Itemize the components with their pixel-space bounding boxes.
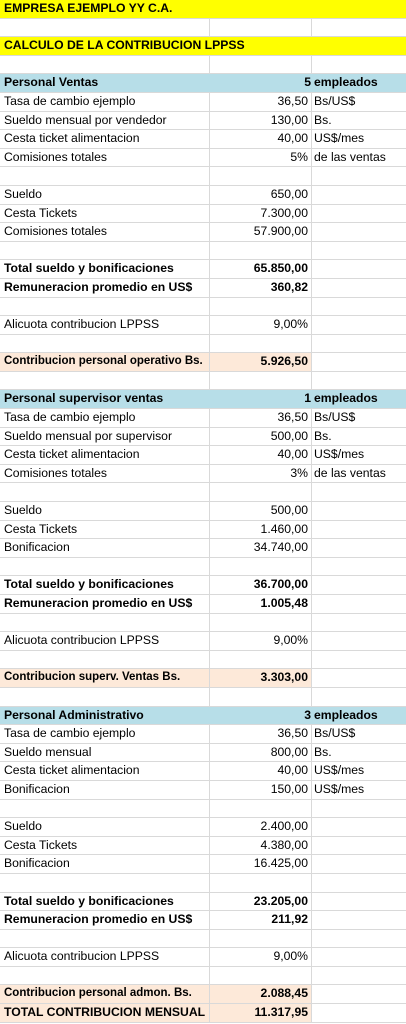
unit-cell[interactable]: Bs/US$ <box>314 93 356 108</box>
label-cell[interactable] <box>0 874 210 892</box>
value-cell[interactable]: 500,00 <box>210 428 312 446</box>
unit-cell[interactable]: de las ventas <box>314 149 386 164</box>
label-cell[interactable]: Tasa de cambio ejemplo <box>0 725 210 743</box>
label-cell[interactable]: Comisiones totales <box>0 465 210 483</box>
component-row <box>0 186 406 205</box>
label-cell[interactable] <box>0 56 210 74</box>
label-cell[interactable]: Total sueldo y bonificaciones <box>0 260 210 278</box>
unit-cell[interactable] <box>312 353 406 371</box>
unit-cell[interactable] <box>312 0 406 18</box>
unit-cell[interactable] <box>312 651 406 669</box>
unit-cell[interactable]: US$/mes <box>314 447 365 462</box>
value-cell[interactable]: 9,00% <box>210 316 312 334</box>
label-cell[interactable]: Cesta ticket alimentacion <box>0 130 210 148</box>
unit-cell[interactable] <box>312 260 406 278</box>
total-row <box>0 576 406 595</box>
contribution-row <box>0 985 406 1004</box>
label-cell[interactable] <box>0 930 210 948</box>
unit-cell[interactable] <box>312 818 406 836</box>
value-cell[interactable]: 5 <box>304 75 311 90</box>
unit-cell[interactable] <box>312 688 406 706</box>
value-cell[interactable]: 1.005,48 <box>210 595 312 613</box>
rate-row <box>0 632 406 651</box>
label-cell[interactable]: Alicuota contribucion LPPSS <box>0 632 210 650</box>
unit-cell[interactable]: de las ventas <box>314 465 386 480</box>
unit-cell[interactable]: US$/mes <box>314 131 365 146</box>
value-cell[interactable]: 3% <box>210 465 312 483</box>
value-cell[interactable] <box>210 558 312 576</box>
label-cell[interactable]: Personal Ventas <box>4 75 99 90</box>
value-cell[interactable] <box>210 242 312 260</box>
label-cell[interactable]: Personal supervisor ventas <box>4 391 164 406</box>
value-cell[interactable]: 5% <box>210 149 312 167</box>
value-cell[interactable]: 11.317,95 <box>210 1004 312 1022</box>
value-cell[interactable]: 23.205,00 <box>210 893 312 911</box>
input-row <box>0 93 406 112</box>
label-cell[interactable]: Sueldo mensual por vendedor <box>0 112 210 130</box>
total-row <box>0 260 406 279</box>
label-cell[interactable]: Sueldo <box>0 818 210 836</box>
value-cell[interactable] <box>210 298 312 316</box>
unit-cell[interactable]: US$/mes <box>314 763 365 778</box>
value-cell[interactable]: 40,00 <box>210 130 312 148</box>
blank-row <box>0 167 406 186</box>
value-cell[interactable]: 65.850,00 <box>210 260 312 278</box>
input-row <box>0 149 406 168</box>
label-cell[interactable]: Cesta Tickets <box>0 837 210 855</box>
label-cell[interactable] <box>0 372 210 390</box>
blank-row <box>0 483 406 502</box>
unit-cell[interactable] <box>312 19 406 37</box>
rate-row <box>0 948 406 967</box>
blank-row <box>0 56 406 75</box>
label-cell[interactable]: Sueldo <box>0 186 210 204</box>
label-cell[interactable]: Comisiones totales <box>0 149 210 167</box>
unit-cell[interactable]: Bs. <box>314 428 332 443</box>
unit-cell[interactable] <box>312 800 406 818</box>
label-cell[interactable]: Sueldo mensual <box>0 744 210 762</box>
unit-cell[interactable] <box>312 298 406 316</box>
unit-cell[interactable] <box>312 669 406 687</box>
unit-cell[interactable] <box>312 205 406 223</box>
label-cell[interactable]: Bonificacion <box>0 781 210 799</box>
value-cell[interactable]: 36,50 <box>210 409 312 427</box>
label-cell[interactable] <box>0 558 210 576</box>
unit-cell[interactable] <box>312 186 406 204</box>
component-row <box>0 521 406 540</box>
value-cell[interactable]: 2.400,00 <box>210 818 312 836</box>
value-cell[interactable]: 800,00 <box>210 744 312 762</box>
label-cell[interactable]: Cesta Tickets <box>0 521 210 539</box>
value-cell[interactable] <box>210 688 312 706</box>
component-row <box>0 855 406 874</box>
value-cell[interactable] <box>210 19 312 37</box>
grand-total-row <box>0 1004 406 1023</box>
label-cell[interactable]: Contribucion personal operativo Bs. <box>0 353 210 371</box>
input-row <box>0 446 406 465</box>
unit-cell[interactable] <box>312 335 406 353</box>
blank-row <box>0 298 406 317</box>
value-cell[interactable]: 40,00 <box>210 762 312 780</box>
unit-cell[interactable] <box>312 167 406 185</box>
unit-cell[interactable]: empleados <box>314 391 378 406</box>
label-cell[interactable]: EMPRESA EJEMPLO YY C.A. <box>4 1 173 15</box>
unit-cell[interactable] <box>312 985 406 1003</box>
label-cell[interactable]: Sueldo <box>0 502 210 520</box>
value-cell[interactable]: 36,50 <box>210 93 312 111</box>
label-cell[interactable]: Tasa de cambio ejemplo <box>0 93 210 111</box>
component-row <box>0 837 406 856</box>
label-cell[interactable]: Alicuota contribucion LPPSS <box>0 948 210 966</box>
label-cell[interactable]: Cesta ticket alimentacion <box>0 762 210 780</box>
unit-cell[interactable] <box>312 316 406 334</box>
unit-cell[interactable] <box>312 595 406 613</box>
value-cell[interactable]: 34.740,00 <box>210 539 312 557</box>
unit-cell[interactable] <box>312 837 406 855</box>
value-cell[interactable]: 16.425,00 <box>210 855 312 873</box>
label-cell[interactable]: Total sueldo y bonificaciones <box>0 893 210 911</box>
blank-row <box>0 372 406 391</box>
unit-cell[interactable] <box>312 855 406 873</box>
unit-cell[interactable] <box>312 558 406 576</box>
label-cell[interactable]: Bonificacion <box>0 539 210 557</box>
unit-cell[interactable] <box>312 502 406 520</box>
component-row <box>0 502 406 521</box>
value-cell[interactable]: 9,00% <box>210 632 312 650</box>
unit-cell[interactable] <box>312 948 406 966</box>
label-cell[interactable]: Personal Administrativo <box>4 707 144 722</box>
unit-cell[interactable] <box>312 372 406 390</box>
input-row <box>0 781 406 800</box>
label-cell[interactable]: Remuneracion promedio en US$ <box>0 911 210 929</box>
unit-cell[interactable] <box>312 37 406 55</box>
label-cell[interactable]: Remuneracion promedio en US$ <box>0 595 210 613</box>
value-cell[interactable] <box>210 967 312 985</box>
unit-cell[interactable]: Bs. <box>314 744 332 759</box>
unit-cell[interactable]: empleados <box>314 707 378 722</box>
label-cell[interactable] <box>0 483 210 501</box>
label-cell[interactable] <box>0 167 210 185</box>
label-cell[interactable]: Sueldo mensual por supervisor <box>0 428 210 446</box>
total-row <box>0 893 406 912</box>
value-cell[interactable]: 7.300,00 <box>210 205 312 223</box>
label-cell[interactable] <box>0 614 210 632</box>
label-cell[interactable] <box>0 967 210 985</box>
unit-cell[interactable]: Bs. <box>314 112 332 127</box>
value-cell[interactable] <box>210 0 312 18</box>
title-row <box>0 0 406 19</box>
value-cell[interactable]: 36,50 <box>210 725 312 743</box>
value-cell[interactable]: 130,00 <box>210 112 312 130</box>
unit-cell[interactable] <box>312 223 406 241</box>
blank-row <box>0 967 406 986</box>
blank-row <box>0 688 406 707</box>
label-cell[interactable] <box>0 242 210 260</box>
label-cell[interactable]: Bonificacion <box>0 855 210 873</box>
value-cell[interactable] <box>210 483 312 501</box>
value-cell[interactable] <box>210 335 312 353</box>
value-cell[interactable]: 650,00 <box>210 186 312 204</box>
unit-cell[interactable] <box>312 632 406 650</box>
input-row <box>0 744 406 763</box>
input-row <box>0 130 406 149</box>
component-row <box>0 205 406 224</box>
unit-cell[interactable] <box>312 242 406 260</box>
component-row <box>0 818 406 837</box>
label-cell[interactable] <box>0 688 210 706</box>
contribution-row <box>0 353 406 372</box>
value-cell[interactable]: 57.900,00 <box>210 223 312 241</box>
unit-cell[interactable] <box>312 930 406 948</box>
rate-row <box>0 316 406 335</box>
value-cell[interactable]: 211,92 <box>210 911 312 929</box>
value-cell[interactable]: 40,00 <box>210 446 312 464</box>
label-cell[interactable] <box>0 800 210 818</box>
value-cell[interactable]: 4.380,00 <box>210 837 312 855</box>
value-cell[interactable]: 1 <box>304 391 311 406</box>
input-row <box>0 409 406 428</box>
label-cell[interactable]: Tasa de cambio ejemplo <box>0 409 210 427</box>
blank-row <box>0 335 406 354</box>
value-cell[interactable] <box>210 874 312 892</box>
label-cell[interactable] <box>0 335 210 353</box>
input-row <box>0 428 406 447</box>
label-cell[interactable]: Contribucion superv. Ventas Bs. <box>0 669 210 687</box>
label-cell[interactable]: TOTAL CONTRIBUCION MENSUAL <box>0 1004 210 1022</box>
contribution-row <box>0 669 406 688</box>
section-header-row <box>0 390 406 409</box>
unit-cell[interactable] <box>312 911 406 929</box>
average-row <box>0 279 406 298</box>
value-cell[interactable] <box>210 56 312 74</box>
title-row <box>0 37 406 56</box>
unit-cell[interactable]: US$/mes <box>314 781 365 796</box>
average-row <box>0 911 406 930</box>
blank-row <box>0 242 406 261</box>
unit-cell[interactable]: Bs/US$ <box>314 726 356 741</box>
unit-cell[interactable] <box>312 893 406 911</box>
unit-cell[interactable] <box>312 967 406 985</box>
value-cell[interactable] <box>210 651 312 669</box>
label-cell[interactable]: Comisiones totales <box>0 223 210 241</box>
unit-cell[interactable]: Bs/US$ <box>314 410 356 425</box>
input-row <box>0 762 406 781</box>
blank-row <box>0 800 406 819</box>
label-cell[interactable]: CALCULO DE LA CONTRIBUCION LPPSS <box>4 38 245 53</box>
label-cell[interactable]: Cesta ticket alimentacion <box>0 446 210 464</box>
label-cell[interactable]: Remuneracion promedio en US$ <box>0 279 210 297</box>
value-cell[interactable] <box>210 37 312 55</box>
value-cell[interactable] <box>210 372 312 390</box>
value-cell[interactable]: 150,00 <box>210 781 312 799</box>
blank-row <box>0 651 406 670</box>
unit-cell[interactable] <box>312 279 406 297</box>
label-cell[interactable]: Total sueldo y bonificaciones <box>0 576 210 594</box>
value-cell[interactable]: 1.460,00 <box>210 521 312 539</box>
value-cell[interactable] <box>210 930 312 948</box>
average-row <box>0 595 406 614</box>
blank-row <box>0 19 406 38</box>
blank-row <box>0 874 406 893</box>
value-cell[interactable] <box>210 167 312 185</box>
blank-row <box>0 614 406 633</box>
label-cell[interactable]: Contribucion personal admon. Bs. <box>0 985 210 1003</box>
component-row <box>0 223 406 242</box>
value-cell[interactable] <box>210 800 312 818</box>
unit-cell[interactable] <box>312 539 406 557</box>
section-header-row <box>0 74 406 93</box>
unit-cell[interactable] <box>312 483 406 501</box>
value-cell[interactable]: 5.926,50 <box>210 353 312 371</box>
unit-cell[interactable] <box>312 1004 406 1022</box>
blank-row <box>0 930 406 949</box>
input-row <box>0 465 406 484</box>
input-row <box>0 725 406 744</box>
unit-cell[interactable] <box>312 576 406 594</box>
label-cell[interactable] <box>0 19 210 37</box>
label-cell[interactable]: Cesta Tickets <box>0 205 210 223</box>
section-header-row <box>0 707 406 726</box>
component-row <box>0 539 406 558</box>
value-cell[interactable]: 36.700,00 <box>210 576 312 594</box>
value-cell[interactable]: 2.088,45 <box>210 985 312 1003</box>
value-cell[interactable] <box>210 614 312 632</box>
unit-cell[interactable] <box>312 874 406 892</box>
value-cell[interactable]: 500,00 <box>210 502 312 520</box>
unit-cell[interactable] <box>312 521 406 539</box>
value-cell[interactable]: 9,00% <box>210 948 312 966</box>
value-cell[interactable]: 3 <box>304 707 311 722</box>
label-cell[interactable] <box>0 298 210 316</box>
unit-cell[interactable] <box>312 614 406 632</box>
input-row <box>0 112 406 131</box>
unit-cell[interactable] <box>312 56 406 74</box>
unit-cell[interactable]: empleados <box>314 75 378 90</box>
label-cell[interactable] <box>0 651 210 669</box>
value-cell[interactable]: 360,82 <box>210 279 312 297</box>
label-cell[interactable]: Alicuota contribucion LPPSS <box>0 316 210 334</box>
blank-row <box>0 558 406 577</box>
value-cell[interactable]: 3.303,00 <box>210 669 312 687</box>
